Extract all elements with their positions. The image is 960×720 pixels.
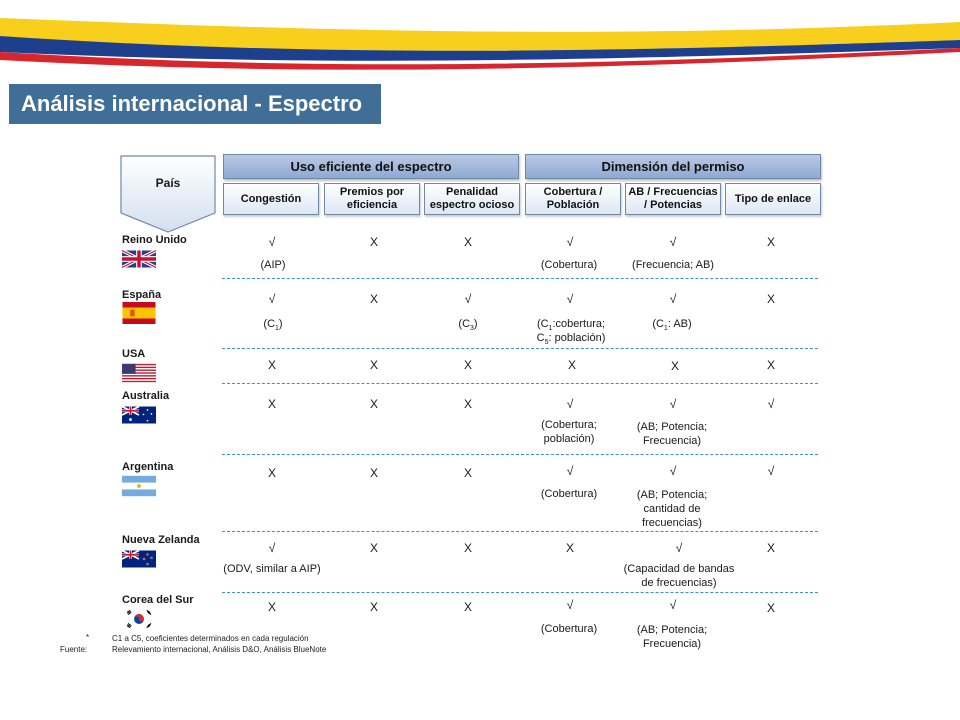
cell-note: (Frecuencia; AB) xyxy=(632,259,714,271)
pais-header-shape xyxy=(120,155,216,233)
country-name: España xyxy=(122,289,162,301)
row-separator xyxy=(222,278,818,279)
header-tipo-enlace: Tipo de enlace xyxy=(725,183,821,215)
cell-mark: X xyxy=(267,466,277,480)
cell-note-c3: $(C_3)$ xyxy=(458,318,478,333)
row-separator xyxy=(222,348,818,349)
cell-note-c1-c5: ($C_1:cobertura$; $C_5$: población) xyxy=(536,318,606,347)
header-premios: Premios por eficiencia xyxy=(324,183,420,215)
country-name: Argentina xyxy=(122,461,174,473)
country-name: Reino Unido xyxy=(122,234,187,246)
cell-note-ab-potencia-frecuencia: (AB; Potencia; Frecuencia) xyxy=(636,624,708,650)
cell-mark: √ xyxy=(566,464,574,478)
cell-mark: X xyxy=(670,359,680,373)
korea-flag-icon xyxy=(122,608,156,630)
footnote-source-text: Relevamiento internacional, Análisis D&O, Análisis BlueNote xyxy=(112,645,327,654)
cell-mark: √ xyxy=(566,598,574,612)
cell-mark: √ xyxy=(669,464,677,478)
cell-note-ab-potencia-cantidad: (AB; Potencia; cantidad de frecuencias) xyxy=(636,489,708,529)
newzealand-flag-icon xyxy=(122,548,156,570)
header-group-dimension-permiso: Dimensión del permiso xyxy=(525,154,821,179)
row-separator xyxy=(222,383,818,384)
footnote-source-label: Fuente: xyxy=(60,645,88,654)
cell-mark: X xyxy=(267,397,277,411)
country-name: Australia xyxy=(122,390,170,402)
cell-note-ab-potencia-frecuencia: (AB; Potencia; Frecuencia) xyxy=(636,421,708,447)
cell-mark: √ xyxy=(268,235,276,249)
country-name: Corea del Sur xyxy=(122,594,194,606)
usa-flag-icon xyxy=(122,362,156,384)
cell-mark: X xyxy=(267,358,277,372)
footnote-text: C1 a C5, coeficientes determinados en cada regulación xyxy=(112,634,309,643)
cell-mark: X xyxy=(766,235,776,249)
cell-note-cobertura-poblacion: (Cobertura; población) xyxy=(541,419,597,445)
cell-mark: √ xyxy=(669,598,677,612)
header-congestion: Congestión xyxy=(223,183,319,215)
header-banner xyxy=(0,0,960,80)
cell-mark: X xyxy=(369,292,379,306)
cell-note: (Cobertura) xyxy=(540,259,598,271)
cell-mark: X xyxy=(369,358,379,372)
page-title: Análisis internacional - Espectro xyxy=(9,84,381,124)
cell-note: (Cobertura) xyxy=(540,488,598,500)
cell-mark: √ xyxy=(268,541,276,555)
cell-mark: √ xyxy=(669,235,677,249)
australia-flag-icon xyxy=(122,404,156,426)
cell-mark: √ xyxy=(675,541,683,555)
cell-mark: X xyxy=(766,358,776,372)
header-ab-frecuencias: AB / Frecuencias / Potencias xyxy=(625,183,721,215)
spain-flag-icon xyxy=(122,302,156,324)
cell-mark: X xyxy=(369,466,379,480)
cell-mark: √ xyxy=(566,235,574,249)
cell-mark: X xyxy=(463,541,473,555)
argentina-flag-icon xyxy=(122,475,156,497)
cell-mark: X xyxy=(565,541,575,555)
cell-note: (AIP) xyxy=(260,259,286,271)
cell-mark: X xyxy=(369,397,379,411)
cell-mark: X xyxy=(463,466,473,480)
cell-mark: √ xyxy=(464,292,472,306)
cell-mark: X xyxy=(567,358,577,372)
cell-mark: X xyxy=(463,397,473,411)
uk-flag-icon xyxy=(122,248,156,270)
cell-note: (Cobertura) xyxy=(540,623,598,635)
cell-mark: X xyxy=(766,541,776,555)
cell-note-c1: $(C_1)$ xyxy=(263,318,283,333)
cell-note-c1-ab: ($C_1$: AB) xyxy=(652,318,692,333)
cell-mark: X xyxy=(369,235,379,249)
cell-mark: X xyxy=(369,600,379,614)
cell-mark: X xyxy=(463,600,473,614)
cell-mark: X xyxy=(369,541,379,555)
country-name: Nueva Zelanda xyxy=(122,534,200,546)
cell-mark: X xyxy=(766,601,776,615)
cell-mark: √ xyxy=(767,464,775,478)
cell-mark: √ xyxy=(669,397,677,411)
cell-mark: √ xyxy=(566,397,574,411)
country-name: USA xyxy=(122,348,146,360)
row-separator xyxy=(222,592,818,593)
cell-mark: X xyxy=(267,600,277,614)
footnote-star: * xyxy=(86,633,90,642)
cell-note-capacidad-bandas: (Capacidad de bandas de frecuencias) xyxy=(623,563,735,589)
cell-mark: √ xyxy=(669,292,677,306)
cell-mark: X xyxy=(463,235,473,249)
cell-note: (ODV, similar a AIP) xyxy=(223,563,321,575)
header-penalidad: Penalidad espectro ocioso xyxy=(424,183,520,215)
cell-mark: X xyxy=(463,358,473,372)
cell-mark: X xyxy=(766,292,776,306)
header-group-uso-eficiente: Uso eficiente del espectro xyxy=(223,154,519,179)
row-separator xyxy=(222,531,818,532)
cell-mark: √ xyxy=(268,292,276,306)
row-separator xyxy=(222,454,818,455)
pais-header: País xyxy=(155,176,181,190)
header-cobertura: Cobertura / Población xyxy=(525,183,621,215)
cell-mark: √ xyxy=(566,292,574,306)
cell-mark: √ xyxy=(767,397,775,411)
